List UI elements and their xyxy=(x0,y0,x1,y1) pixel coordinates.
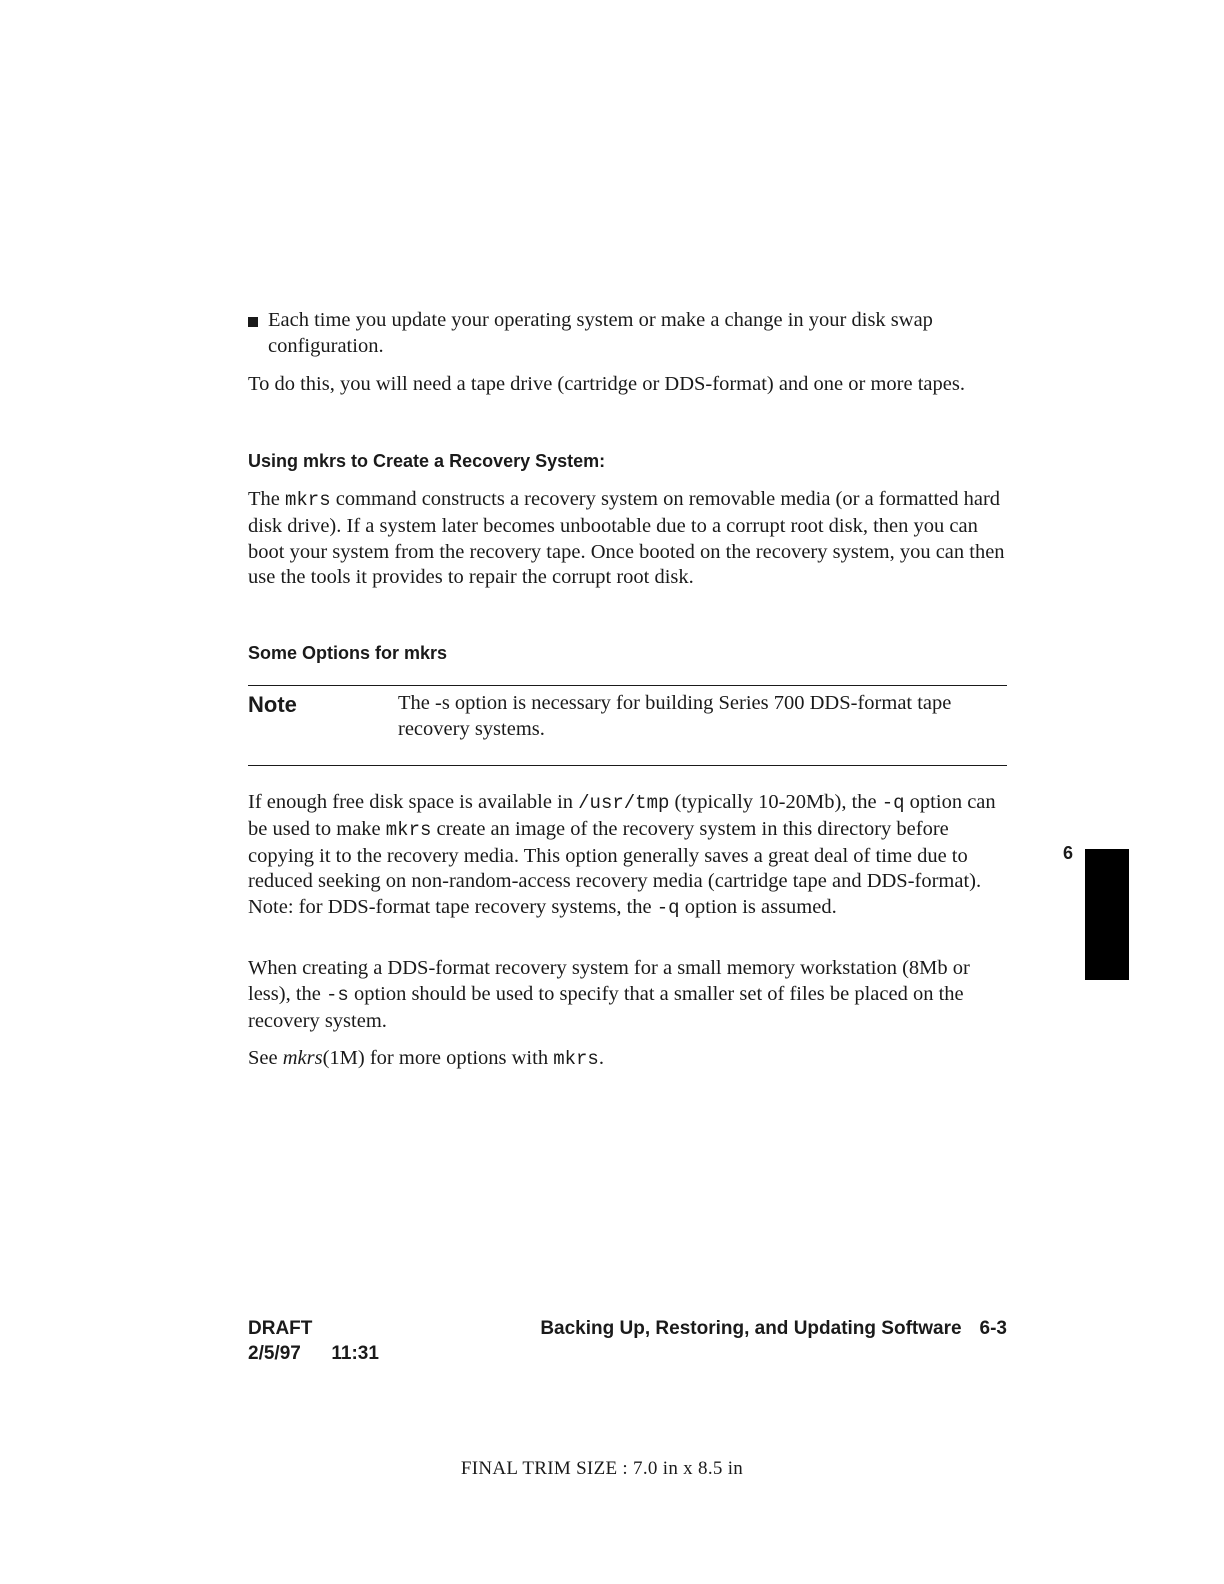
bullet-text: Each time you update your operating system or make a change in your disk swap configuration. xyxy=(268,309,933,357)
command-mkrs: mkrs xyxy=(285,489,331,511)
footer-running-title xyxy=(540,1318,1007,1340)
paragraph-mkrs-description xyxy=(248,487,1008,591)
paragraph-s-option xyxy=(248,956,1008,1034)
paragraph-q-option xyxy=(248,790,1008,922)
text-segment: When creating a DDS-format recovery system for a small memory workstation (8Mb or less), the xyxy=(248,957,970,1005)
text-segment: option should be used to specify that a smaller set of files be placed on the recovery system. xyxy=(248,982,964,1032)
text-segment: option is assumed. xyxy=(684,896,837,919)
footer-chapter-title: Backing Up, Restoring, and Updating Software xyxy=(540,1318,962,1339)
note-label: Note xyxy=(248,692,297,717)
option-q: -q xyxy=(656,897,680,920)
option-s: -s xyxy=(326,983,349,1006)
text-segment: The xyxy=(248,488,280,510)
section-heading-create-recovery: Using mkrs to Create a Recovery System: xyxy=(248,451,606,471)
text-segment: . xyxy=(598,1047,604,1069)
section-heading-options: Some Options for mkrs xyxy=(248,643,448,663)
text-segment: (typically 10-20Mb), the xyxy=(674,791,877,813)
path-usr-tmp: /usr/tmp xyxy=(578,792,670,814)
paragraph-tape-requirements: To do this, you will need a tape drive (cartridge or DDS-format) and one or more tapes. xyxy=(248,373,965,395)
man-page-section: (1M) xyxy=(322,1047,365,1069)
chapter-tab-number: 6 xyxy=(1063,843,1074,863)
text-segment: create an image of the recovery system in this directory before copying it to the recovery media. This option generally saves a great deal of time due to reduced seeking on non-random-access recovery media (cartridge tape and DDS-format). Note: for DDS-format tape recovery systems, the xyxy=(248,817,982,919)
text-segment: option can be used to make xyxy=(248,791,996,840)
paragraph-see-also xyxy=(248,1046,1008,1073)
text-segment: command constructs a recovery system on removable media (or a formatted hard disk drive). If a system later becomes unbootable due to a corrupt root disk, then you can boot your system from the recovery tape. Once booted on the recovery system, you can then use the tools it provides to repair the corrupt root disk. xyxy=(248,488,1005,589)
footer-draft-label: DRAFT xyxy=(248,1318,313,1339)
man-page-name: mkrs xyxy=(282,1047,323,1069)
text-segment: If enough free disk space is available in xyxy=(248,791,574,813)
footer-page-number: 6-3 xyxy=(979,1318,1007,1339)
text-segment: for more options with xyxy=(369,1047,549,1069)
bullet-square-icon xyxy=(248,317,258,327)
command-mkrs: mkrs xyxy=(385,818,432,841)
note-text: The -s option is necessary for building Series 700 DDS-format tape recovery systems. xyxy=(398,692,952,740)
option-q: -q xyxy=(881,792,905,814)
trim-size-note: FINAL TRIM SIZE : 7.0 in x 8.5 in xyxy=(460,1458,744,1479)
chapter-tab-marker xyxy=(1085,849,1129,980)
footer-date: 2/5/97 xyxy=(248,1343,301,1364)
note-bottom-rule xyxy=(248,765,1007,766)
footer-date-time xyxy=(248,1343,379,1365)
note-top-rule xyxy=(248,685,1007,686)
footer-time: 11:31 xyxy=(331,1343,379,1364)
text-segment: See xyxy=(248,1047,278,1069)
bullet-list-item xyxy=(248,308,1008,360)
command-mkrs: mkrs xyxy=(553,1048,599,1070)
